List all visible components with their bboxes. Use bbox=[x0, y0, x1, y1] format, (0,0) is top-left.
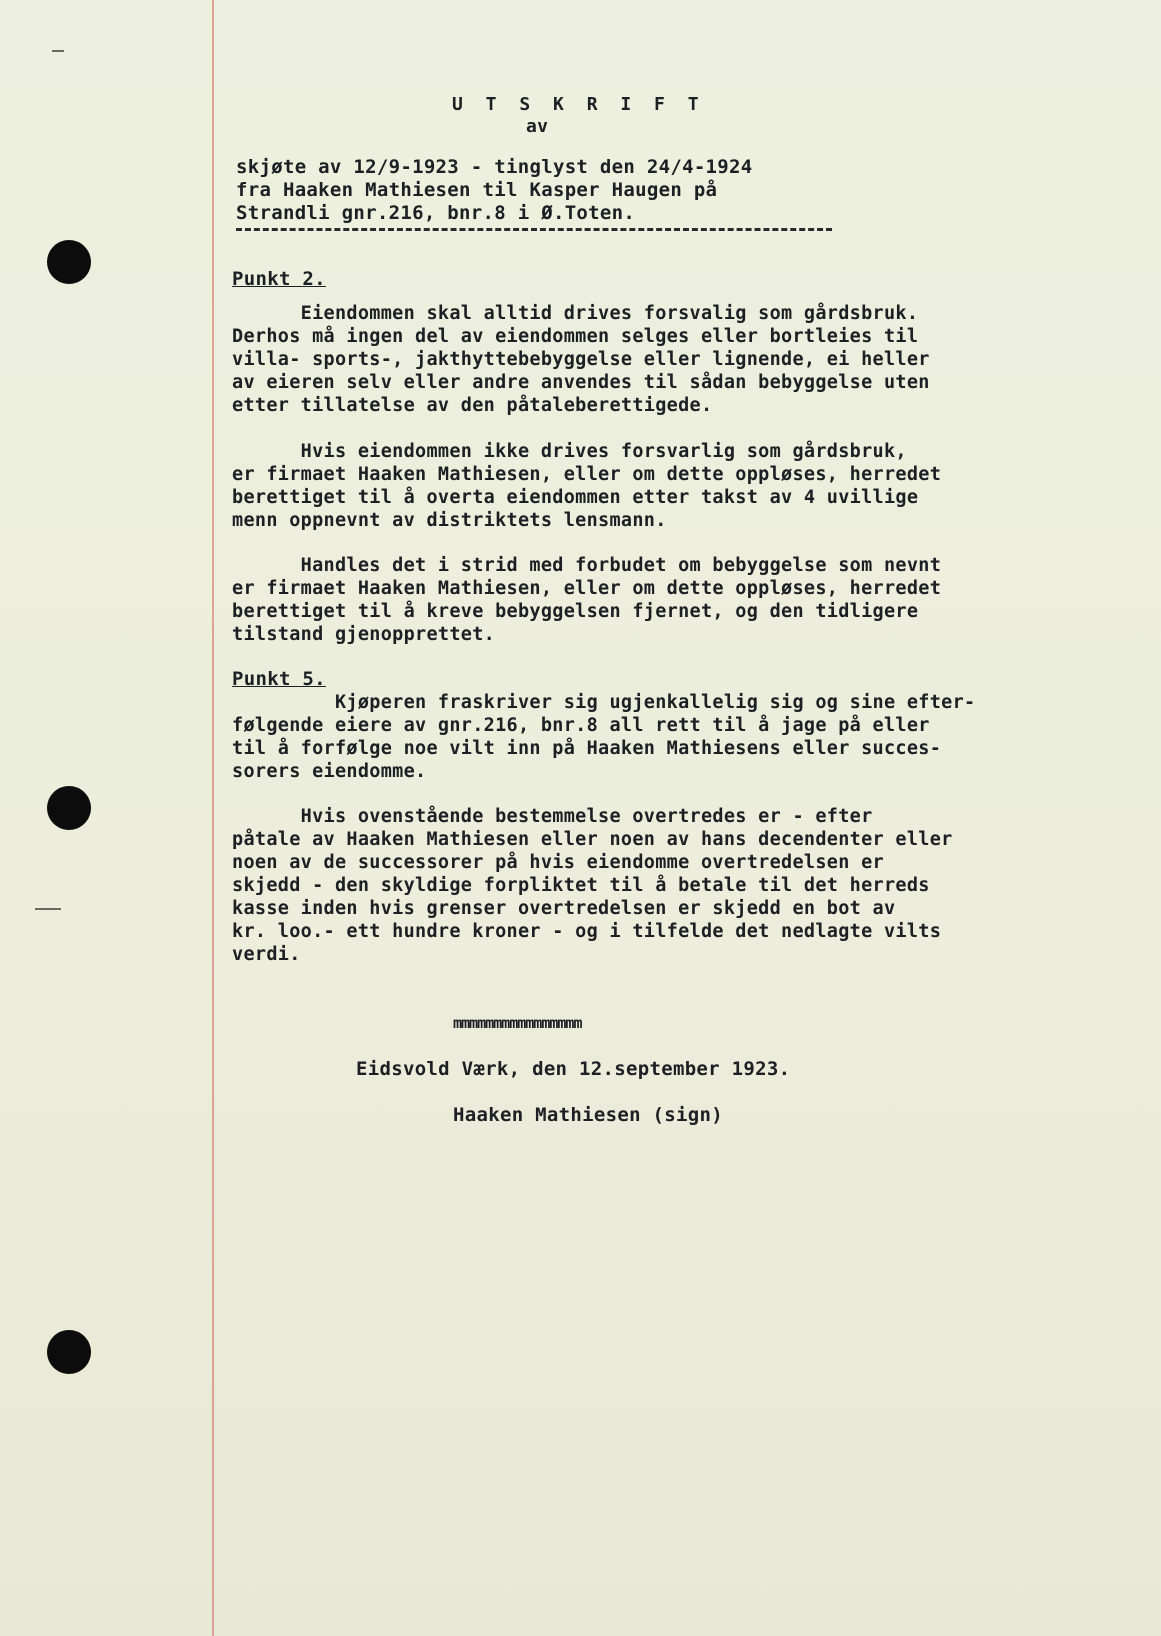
margin-mark bbox=[52, 50, 64, 52]
red-margin-line bbox=[212, 0, 214, 1636]
section-label-punkt-2: Punkt 2. bbox=[232, 268, 326, 290]
document-title: U T S K R I F T bbox=[452, 94, 705, 115]
section-paragraph: Kjøperen fraskriver sig ugjenkallelig sig og sine efter- følgende eiere av gnr.216, bnr.8 all rett til å jage på eller til å forfølge noe vilt inn på Haaken Mathiesens eller succes- sorers eiendomme. bbox=[232, 692, 976, 782]
heading-rule bbox=[236, 228, 832, 231]
document-heading: skjøte av 12/9-1923 - tinglyst den 24/4-1924 fra Haaken Mathiesen til Kasper Haugen på Strandli gnr.216, bnr.8 i Ø.Toten. bbox=[236, 156, 753, 224]
section-paragraph: Hvis ovenstående bestemmelse overtredes er - efter påtale av Haaken Mathiesen eller noen av hans decendenter eller noen av de successorer på hvis eiendomme overtredelsen er skjedd - den skyldige forpliktet til å betale til det herreds kasse inden hvis grenser overtredelsen er skjedd en bot av kr. loo.- ett hundre kroner - og i tilfelde det nedlagte vilts verdi. bbox=[232, 806, 953, 965]
section-paragraph: Hvis eiendommen ikke drives forsvarlig som gårdsbruk, er firmaet Haaken Mathiesen, eller om dette oppløses, herredet berettiget til å overta eiendommen etter takst av 4 uvillige menn oppnevnt av distriktets lensmann. bbox=[232, 441, 942, 531]
punch-hole-icon bbox=[47, 240, 91, 284]
punch-hole-icon bbox=[47, 786, 91, 830]
place-date: Eidsvold Værk, den 12.september 1923. bbox=[356, 1058, 791, 1080]
divider-line: mmmmmmmmmmmmmmmm bbox=[453, 1014, 582, 1032]
section-paragraph: Eiendommen skal alltid drives forsvalig som gårdsbruk. Derhos må ingen del av eiendommen selges eller bortleies til villa- sports-, jakthyttebebyggelse eller lignende, ei heller av eieren selv eller andre anvendes til sådan bebyggelse uten etter tillatelse av den påtaleberettigede. bbox=[232, 303, 930, 416]
section-label-punkt-5: Punkt 5. bbox=[232, 668, 326, 690]
punch-hole-icon bbox=[47, 1330, 91, 1374]
signature: Haaken Mathiesen (sign) bbox=[453, 1104, 723, 1126]
section-paragraph: Handles det i strid med forbudet om bebyggelse som nevnt er firmaet Haaken Mathiesen, eller om dette oppløses, herredet berettiget til å kreve bebyggelsen fjernet, og den tidligere tilstand gjenopprettet. bbox=[232, 555, 942, 645]
margin-mark bbox=[35, 908, 61, 910]
document-title-sub: av bbox=[526, 116, 549, 137]
